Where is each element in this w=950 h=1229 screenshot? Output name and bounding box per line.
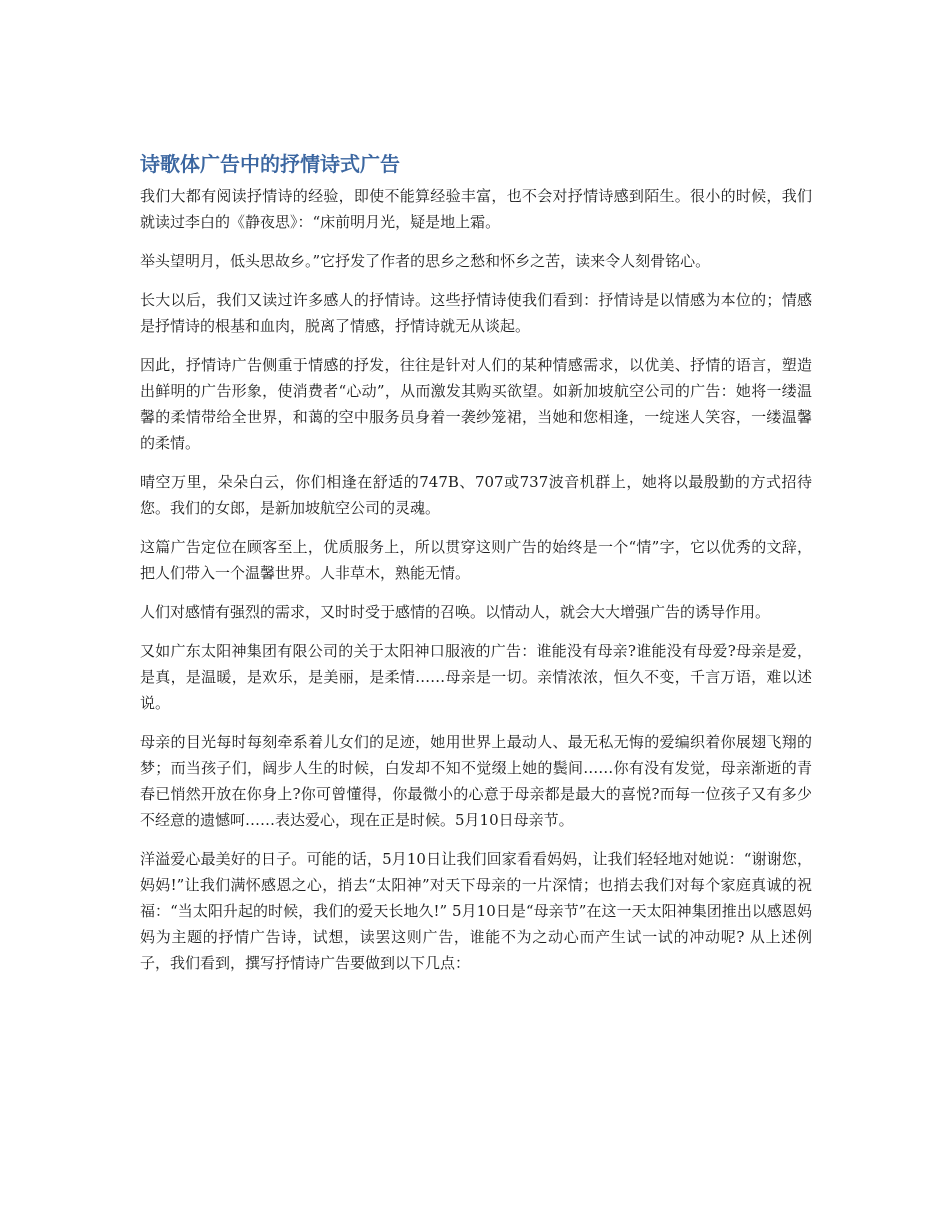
paragraph: 这篇广告定位在顾客至上，优质服务上，所以贯穿这则广告的始终是一个“情”字，它以优秀的文辞，把人们带入一个温馨世界。人非草木，熟能无情。	[140, 538, 812, 582]
paragraph: 洋溢爱心最美好的日子。可能的话，5月10日让我们回家看看妈妈，让我们轻轻地对她说：“谢谢您，妈妈!”让我们满怀感恩之心，捎去“太阳神”对天下母亲的一片深情；也捎去我们对每个家庭真诚的祝福：“当太阳升起的时候，我们的爱天长地久!” 5月10日是“母亲节”在这一天太阳神集团推出以感恩妈妈为主题的抒情广告诗，试想，读罢这则广告，谁能不为之动心而产生试一试的冲动呢? 从上述例子，我们看到，撰写抒情诗广告要做到以下几点：	[140, 850, 812, 972]
paragraph: 又如广东太阳神集团有限公司的关于太阳神口服液的广告：谁能没有母亲?谁能没有母爱?母亲是爱，是真，是温暖，是欢乐，是美丽，是柔情……母亲是一切。亲情浓浓，恒久不变，千言万语，难以述说。	[140, 642, 812, 712]
paragraph: 人们对感情有强烈的需求，又时时受于感情的召唤。以情动人，就会大大增强广告的诱导作用。	[140, 603, 771, 621]
document-page	[140, 149, 812, 989]
paragraph: 长大以后，我们又读过许多感人的抒情诗。这些抒情诗使我们看到：抒情诗是以情感为本位的；情感是抒情诗的根基和血肉，脱离了情感，抒情诗就无从谈起。	[140, 291, 812, 335]
paragraph: 因此，抒情诗广告侧重于情感的抒发，往往是针对人们的某种情感需求，以优美、抒情的语言，塑造出鲜明的广告形象，使消费者“心动”，从而激发其购买欲望。如新加坡航空公司的广告：她将一缕温馨的柔情带给全世界，和蔼的空中服务员身着一袭纱笼裙，当她和您相逢，一绽迷人笑容，一缕温馨的柔情。	[140, 356, 812, 452]
paragraph: 我们大都有阅读抒情诗的经验，即使不能算经验丰富，也不会对抒情诗感到陌生。很小的时候，我们就读过李白的《静夜思》：“床前明月光，疑是地上霜。	[140, 187, 812, 231]
paragraph: 举头望明月，低头思故乡。”它抒发了作者的思乡之愁和怀乡之苦，读来令人刻骨铭心。	[140, 252, 711, 270]
document-title: 诗歌体广告中的抒情诗式广告	[140, 152, 400, 176]
paragraph: 晴空万里，朵朵白云，你们相逢在舒适的747B、707或737波音机群上，她将以最殷勤的方式招待您。我们的女郎，是新加坡航空公司的灵魂。	[140, 473, 812, 517]
paragraph: 母亲的目光每时每刻牵系着儿女们的足迹，她用世界上最动人、最无私无悔的爱编织着你展翅飞翔的梦；而当孩子们，阔步人生的时候，白发却不知不觉缀上她的鬓间……你有没有发觉，母亲渐逝的青春已悄然开放在你身上?你可曾懂得，你最微小的心意于母亲都是最大的喜悦?而每一位孩子又有多少不经意的遗憾呵……表达爱心，现在正是时候。5月10日母亲节。	[140, 733, 812, 829]
